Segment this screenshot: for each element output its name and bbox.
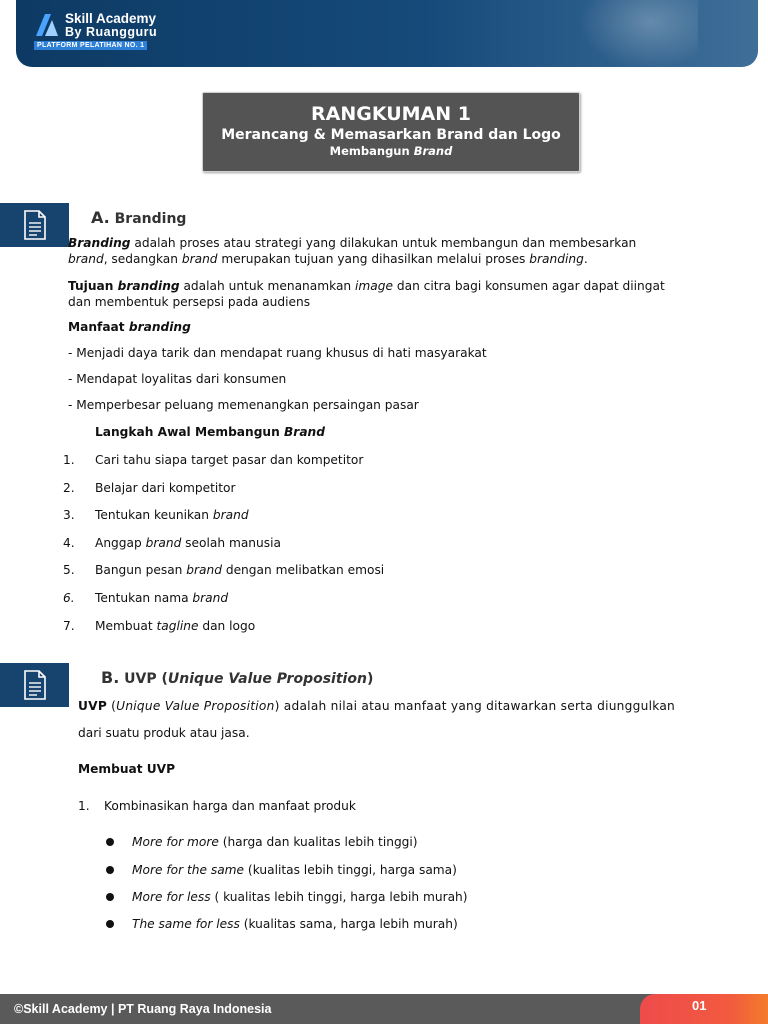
step-item: Cari tahu siapa target pasar dan kompetitor: [95, 453, 364, 467]
brand-tagline: PLATFORM PELATIHAN NO. 1: [34, 41, 147, 50]
uvp-definition-line2: dari suatu produk atau jasa.: [78, 726, 250, 740]
step-number: 3.: [63, 508, 75, 522]
uvp-definition-line1: UVP (Unique Value Proposition) adalah nilai atau manfaat yang ditawarkan serta diunggulkan: [78, 699, 676, 713]
branding-definition-line1: Branding adalah proses atau strategi yang dilakukan untuk membangun dan membesarkan: [68, 236, 637, 250]
section-a-document-icon: [0, 203, 69, 247]
branding-definition-line2: brand, sedangkan brand merupakan tujuan yang dihasilkan melalui proses branding.: [68, 252, 588, 266]
uvp-bullet-item: The same for less (kualitas sama, harga lebih murah): [132, 917, 458, 931]
header-banner: [16, 0, 758, 67]
step-number: 2.: [63, 481, 75, 495]
step-number: 1.: [63, 453, 75, 467]
pen-decoration: [578, 0, 698, 67]
section-a-heading: A. Branding: [91, 208, 187, 227]
bullet-icon: [106, 838, 114, 846]
brand-title: Skill Academy: [65, 11, 157, 26]
make-uvp-heading: Membuat UVP: [78, 762, 176, 776]
step-number: 7.: [63, 619, 75, 633]
uvp-bullet-item: More for more (harga dan kualitas lebih tinggi): [132, 835, 418, 849]
step-item: Tentukan keunikan brand: [95, 508, 249, 522]
benefit-item: - Menjadi daya tarik dan mendapat ruang khusus di hati masyarakat: [68, 346, 487, 360]
step-item: Bangun pesan brand dengan melibatkan emosi: [95, 563, 385, 577]
uvp-bullet-item: More for the same (kualitas lebih tinggi, harga sama): [132, 863, 457, 877]
skill-academy-logo-icon: [34, 12, 60, 38]
brand-subtitle: By Ruangguru: [65, 25, 158, 39]
benefit-item: - Memperbesar peluang memenangkan persaingan pasar: [68, 398, 419, 412]
uvp-item: Kombinasikan harga dan manfaat produk: [104, 799, 356, 813]
step-item: Belajar dari kompetitor: [95, 481, 236, 495]
summary-title: RANGKUMAN 1: [311, 103, 471, 125]
step-number: 5.: [63, 563, 75, 577]
brand-logo[interactable]: [34, 12, 157, 39]
section-b-document-icon: [0, 663, 69, 707]
step-item: Tentukan nama brand: [95, 591, 229, 605]
step-number: 4.: [63, 536, 75, 550]
benefit-item: - Mendapat loyalitas dari konsumen: [68, 372, 287, 386]
summary-subtitle: Merancang & Memasarkan Brand dan Logo: [221, 127, 561, 143]
steps-heading: Langkah Awal Membangun Brand: [95, 425, 325, 439]
branding-purpose-line1: Tujuan branding adalah untuk menanamkan image dan citra bagi konsumen agar dapat diingat: [68, 279, 665, 293]
summary-topic: Membangun Brand: [329, 144, 453, 158]
uvp-item-number: 1.: [78, 799, 90, 813]
section-b-heading: B. UVP (Unique Value Proposition): [101, 668, 374, 687]
step-number: 6.: [63, 591, 75, 605]
bullet-icon: [106, 893, 114, 901]
branding-purpose-line2: dan membentuk persepsi pada audiens: [68, 295, 311, 309]
footer-copyright: ©Skill Academy | PT Ruang Raya Indonesia: [14, 1002, 272, 1016]
bullet-icon: [106, 920, 114, 928]
step-item: Membuat tagline dan logo: [95, 619, 256, 633]
uvp-bullet-item: More for less ( kualitas lebih tinggi, harga lebih murah): [132, 890, 468, 904]
bullet-icon: [106, 866, 114, 874]
benefits-heading: Manfaat branding: [68, 320, 191, 334]
summary-title-box: [202, 92, 580, 172]
page-number: 01: [692, 998, 707, 1013]
step-item: Anggap brand seolah manusia: [95, 536, 281, 550]
